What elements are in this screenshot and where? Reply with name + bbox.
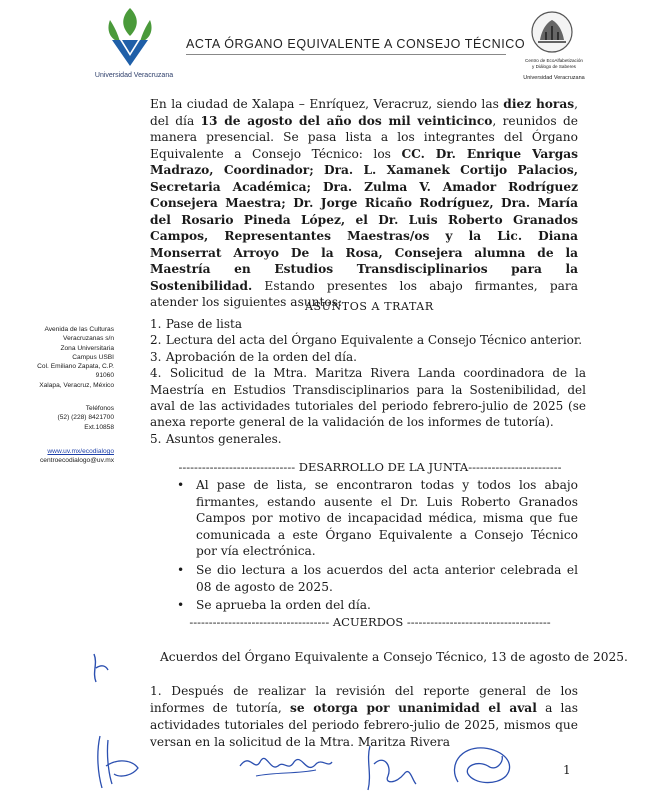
- centro-name-line-1: Centro de EcoAlfabetización: [525, 58, 583, 63]
- universidad-veracruzana-logo: [104, 6, 156, 68]
- item-number: 5.: [150, 431, 162, 446]
- item-text-bold: se otorga por unanimidad el aval: [289, 701, 537, 715]
- title-underline: [186, 54, 506, 55]
- signature-3: [360, 740, 420, 798]
- item-text: Aprobación de la orden del día.: [165, 349, 357, 364]
- signature-4: [444, 738, 524, 792]
- university-name: Universidad Veracruzana: [94, 72, 174, 79]
- website-link[interactable]: www.uv.mx/ecodialogo: [47, 448, 114, 455]
- attendees-list: CC. Dr. Enrique Vargas Madrazo, Coordinador; Dra. L. Xamanek Cortijo Palacios, Secretaria Académica; Dra. Zulma V. Amador Rodríguez Consejera Maestra; Dr. Jorge Ricaño Rodríguez, Dra. María del Rosario Pineda López, el Dr. Luis Roberto Granados Campos, Representantes Maestras/os y la Lic. Diana Monserrat Arroyo De la Rosa, Consejera alumna de la Maestría en Estudios Transdisciplinarios para la Sostenibilidad.: [150, 146, 579, 293]
- item-text: Lectura del acta del Órgano Equivalente a Consejo Técnico anterior.: [165, 333, 583, 348]
- item-text: Después de realizar la revisión del reporte general de los informes de tutoría,: [150, 684, 579, 715]
- centro-university-name: Universidad Veracruzana: [523, 75, 585, 81]
- opening-text: , reunidos de manera presencial. Se pasa lista a los integrantes del Órgano Equivalente a Consejo Técnico: los: [150, 113, 578, 161]
- item-text: Pase de lista: [165, 317, 242, 331]
- phone-label: Teléfonos: [85, 405, 114, 412]
- list-item: [150, 431, 586, 447]
- list-item: [177, 477, 578, 560]
- contact-web: [4, 447, 114, 466]
- address-line: 91060: [95, 372, 114, 380]
- email-address[interactable]: centroecodialogo@uv.mx: [39, 457, 114, 465]
- desarrollo-list: [177, 477, 578, 616]
- item-number: 1.: [150, 684, 162, 698]
- asuntos-heading: ASUNTOS A TRATAR: [305, 300, 434, 313]
- item-number: 2.: [150, 333, 162, 348]
- centro-ecoalfabetizacion-logo: [530, 10, 574, 54]
- bullet-icon: •: [177, 562, 185, 577]
- contact-address: [4, 325, 114, 390]
- phone-extension: Ext.10858: [84, 423, 114, 431]
- list-item: [150, 349, 586, 365]
- list-item: [150, 365, 586, 431]
- margin-initial-signature: [88, 650, 112, 686]
- page-number: 1: [563, 763, 571, 777]
- item-number: 4.: [150, 366, 162, 381]
- bullet-icon: •: [177, 598, 185, 613]
- signature-1: [88, 730, 148, 792]
- address-line: Avenida de las Culturas: [44, 326, 114, 333]
- item-text: Al pase de lista, se encontraron todas y todos los abajo firmantes, estando ausente el Dr. Luis Roberto Granados Campos por motivo de incapacidad médica, misma que fue comunicada a este Órgano Equivalente a Consejo Técnico por vía electrónica.: [196, 478, 578, 559]
- centro-name-line-2: y Diálogo de Saberes: [532, 64, 576, 69]
- address-line: Veracruzanas s/n: [63, 335, 114, 343]
- opening-text: Estando presentes los abajo firmantes, para atender los siguientes asuntos:: [150, 278, 578, 309]
- list-item: [150, 316, 586, 332]
- desarrollo-heading: ------------------------------ DESARROLLO DE LA JUNTA------------------------: [178, 460, 562, 474]
- centro-name: [518, 58, 590, 70]
- item-text: Solicitud de la Mtra. Maritza Rivera Landa coordinadora de la Maestría en Estudios Transdisciplinarios para la Sostenibilidad, del aval de las actividades tutoriales del periodo febrero-julio de 2025 (se anexa reporte general de la validación de los informes de tutoría).: [150, 366, 586, 430]
- bullet-icon: •: [177, 478, 185, 492]
- item-text: Se dio lectura a los acuerdos del acta anterior celebrada el 08 de agosto de 2025.: [196, 562, 578, 594]
- item-text: Se aprueba la orden del día.: [196, 598, 371, 613]
- opening-text: En la ciudad de Xalapa – Enríquez, Veracruz, siendo las: [150, 97, 504, 111]
- opening-paragraph: [150, 96, 578, 311]
- opening-text: , del día: [150, 97, 578, 128]
- address-line: Zona Universitaria: [60, 344, 114, 352]
- address-line: Campus USBI: [72, 353, 114, 361]
- phone-number: (52) (228) 8421700: [57, 414, 114, 422]
- acuerdos-intro: Acuerdos del Órgano Equivalente a Consejo Técnico, 13 de agosto de 2025.: [160, 650, 628, 664]
- list-item: [177, 562, 578, 595]
- list-item: [150, 332, 586, 348]
- item-text: a las actividades tutoriales del periodo febrero-julio de 2025, mismos que versan en la solicitud de la Mtra. Maritza Rivera: [150, 701, 578, 749]
- address-line: Xalapa, Veracruz, México: [39, 381, 114, 389]
- item-text: Asuntos generales.: [165, 431, 282, 446]
- contact-phone: [4, 404, 114, 432]
- acuerdos-heading: ------------------------------------ ACUERDOS -------------------------------------: [189, 615, 551, 629]
- signature-2: [236, 742, 336, 786]
- opening-hour: diez horas: [503, 97, 575, 111]
- address-line: Col. Emiliano Zapata, C.P.: [37, 363, 114, 371]
- item-number: 3.: [150, 349, 162, 364]
- asuntos-list: [150, 316, 586, 447]
- document-title: ACTA ÓRGANO EQUIVALENTE A CONSEJO TÉCNICO: [186, 37, 526, 51]
- opening-date: 13 de agosto del año dos mil veinticinco: [200, 113, 493, 128]
- item-number: 1.: [150, 317, 162, 331]
- list-item: [177, 597, 578, 614]
